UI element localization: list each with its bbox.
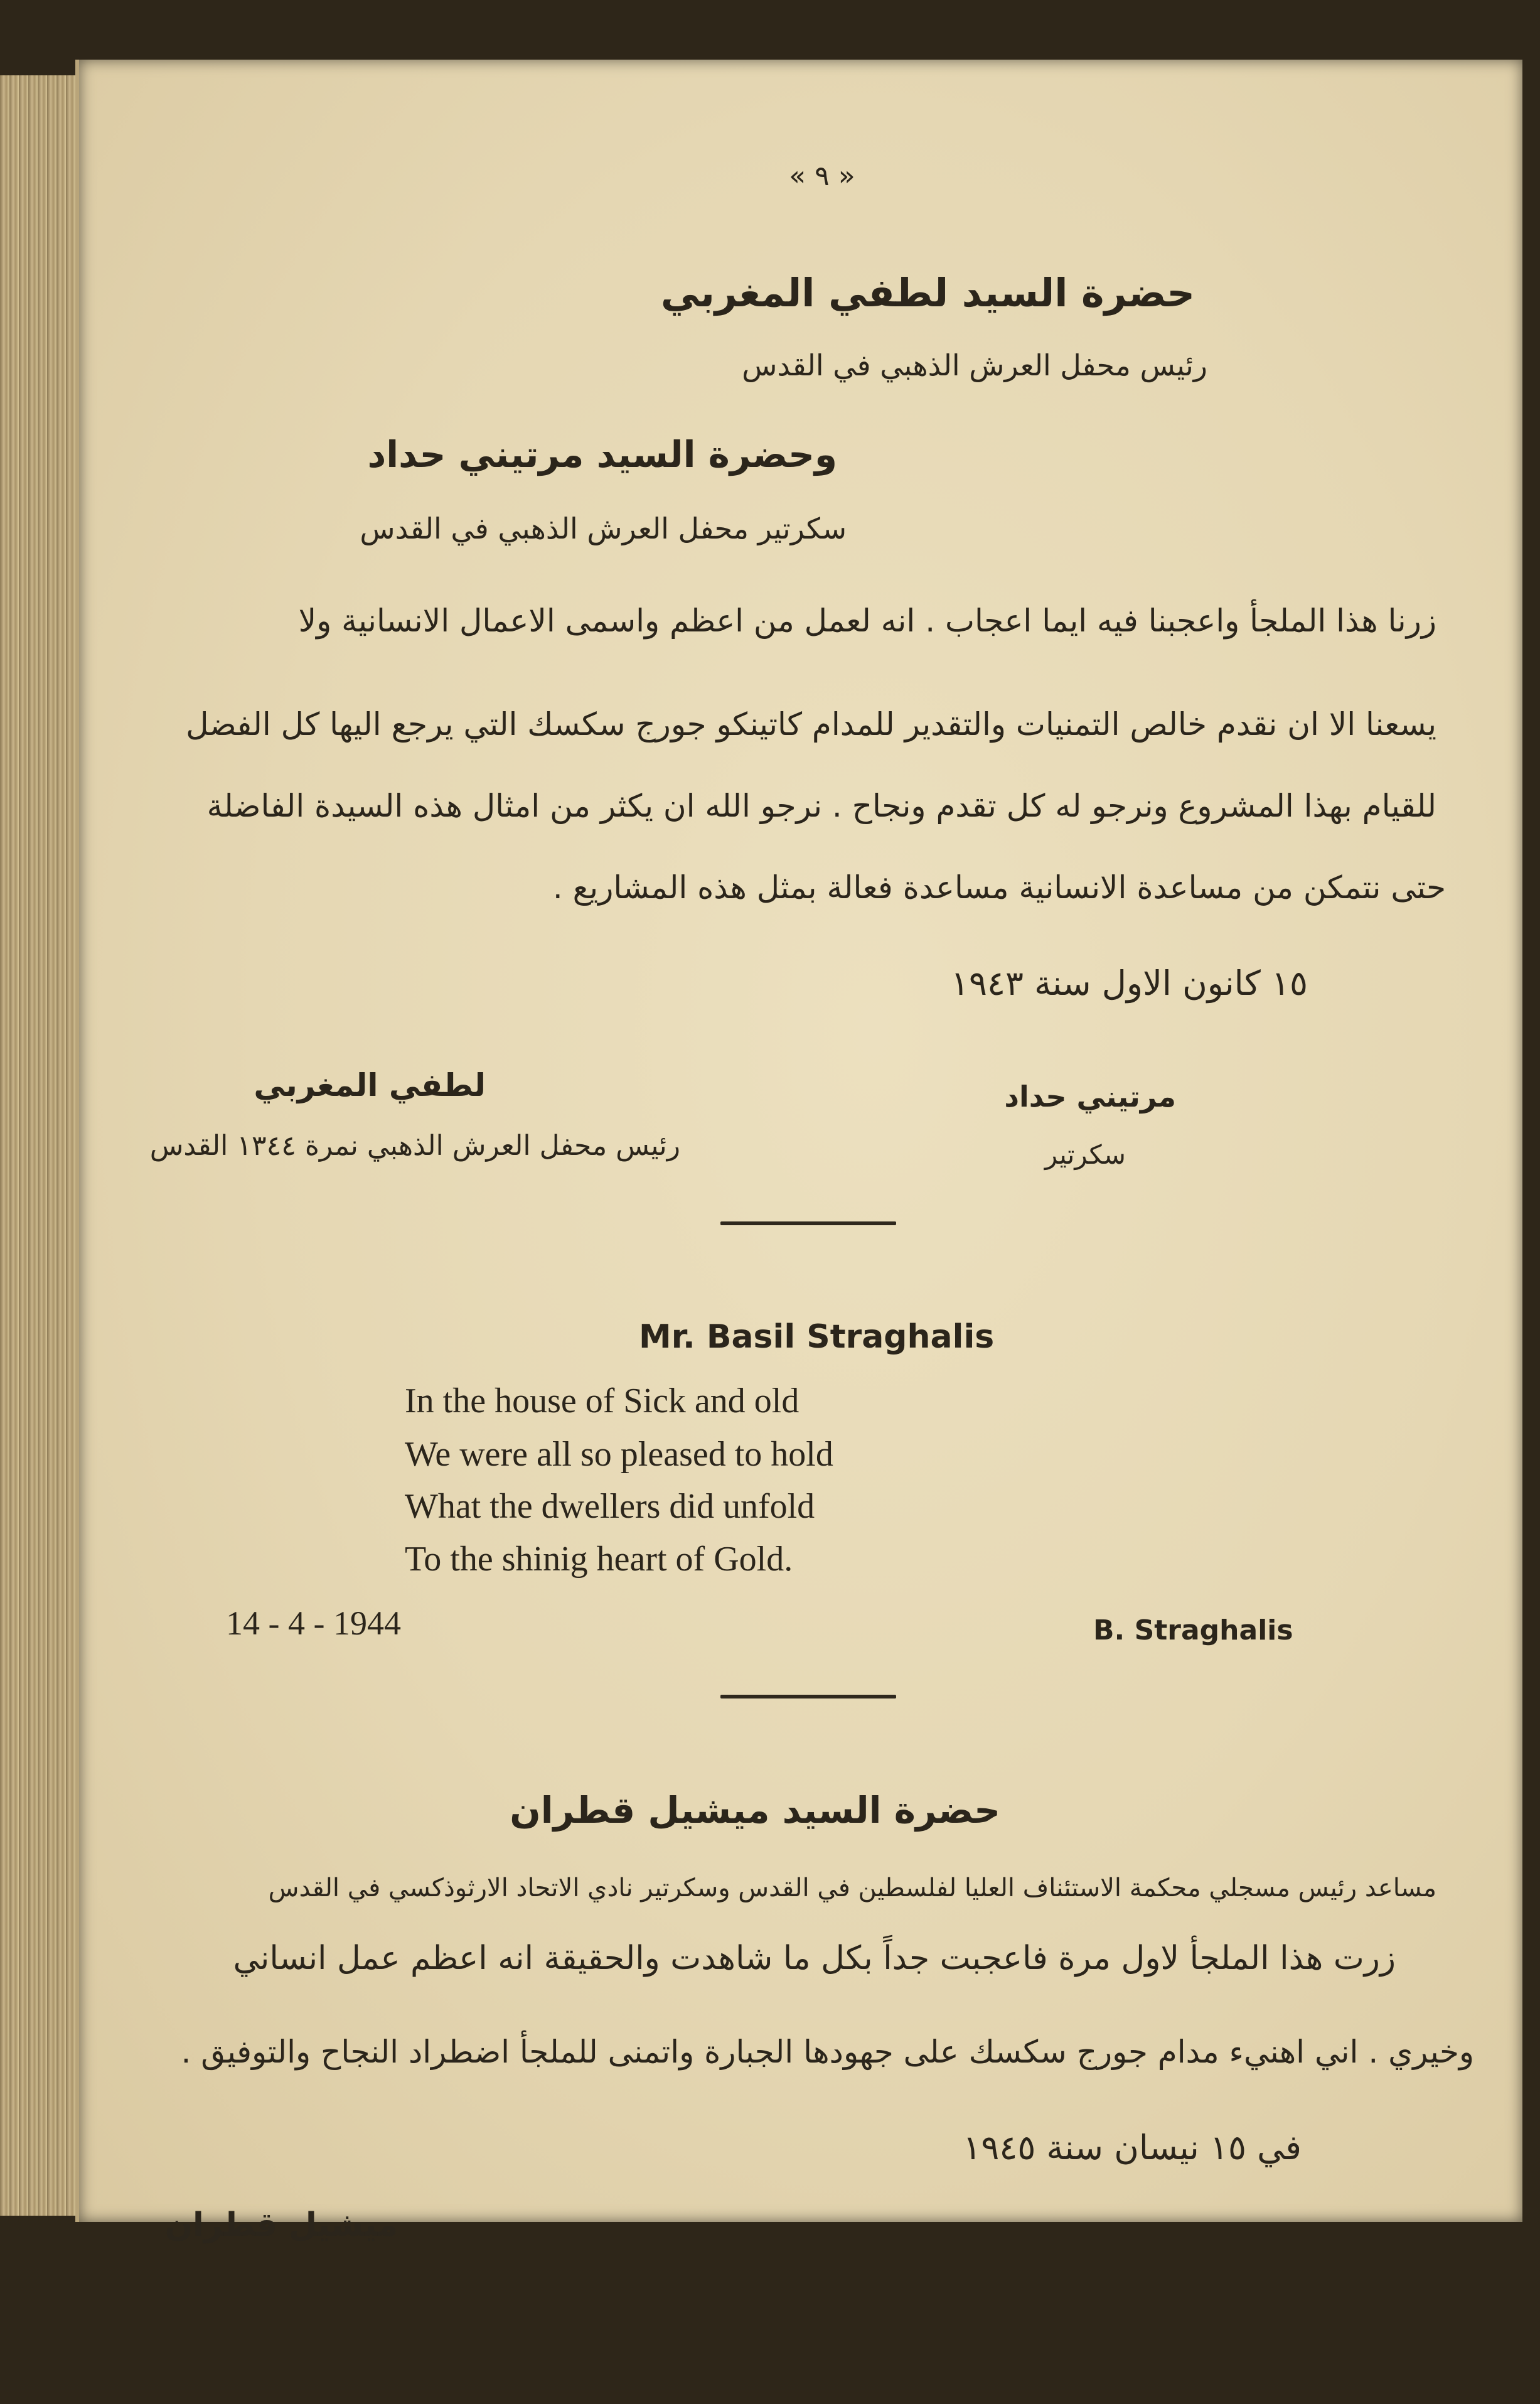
section1-title2: سكرتير محفل العرش الذهبي في القدس: [360, 512, 847, 545]
section3-date: في ١٥ نيسان سنة ١٩٤٥: [963, 2128, 1302, 2167]
poem-date: 14 - 4 - 1944: [226, 1604, 401, 1642]
divider-rule: [720, 1695, 896, 1698]
signature-left-name: لطفي المغربي: [254, 1067, 486, 1103]
signature-left-title: رئيس محفل العرش الذهبي نمرة ١٣٤٤ القدس: [149, 1130, 680, 1162]
poem-line: What the dwellers did unfold: [405, 1487, 815, 1526]
section1-name: حضرة السيد لطفي المغربي: [660, 270, 1195, 316]
section3-body-line: زرت هذا الملجأ لاول مرة فاعجبت جداً بكل ما شاهدت والحقيقة انه اعظم عمل انساني: [233, 1940, 1396, 1977]
section3-title: مساعد رئيس مسجلي محكمة الاستئناف العليا لفلسطين في القدس وسكرتير نادي الاتحاد الارثوذكسي في القدس: [268, 1874, 1436, 1902]
signature-right-name: مرتيني حداد: [1004, 1080, 1176, 1113]
page-number: « ٩ »: [789, 160, 855, 192]
divider-rule: [720, 1221, 896, 1225]
section1-body-line: للقيام بهذا المشروع ونرجو له كل تقدم ونجاح . نرجو الله ان يكثر من امثال هذه السيدة الفاضلة: [206, 788, 1436, 824]
signature-right-title: سكرتير: [1044, 1139, 1126, 1170]
section1-date: ١٥ كانون الاول سنة ١٩٤٣: [950, 963, 1308, 1003]
section1-title: رئيس محفل العرش الذهبي في القدس: [742, 348, 1207, 382]
section1-name2: وحضرة السيد مرتيني حداد: [367, 433, 837, 476]
section3-body-line: وخيري . اني اهنيء مدام جورج سكسك على جهودها الجبارة واتمنى للملجأ اضطراد النجاح والتوفيق .: [181, 2034, 1474, 2070]
section3-name: حضرة السيد ميشيل قطران: [510, 1789, 1000, 1832]
poem-line: To the shinig heart of Gold.: [405, 1540, 793, 1579]
section1-body-line: يسعنا الا ان نقدم خالص التمنيات والتقدير للمدام كاتينكو جورج سكسك التي يرجع اليها كل الفضل: [186, 706, 1436, 743]
section3-signature: ميشيل قطران: [164, 2206, 398, 2244]
poem-heading: Mr. Basil Straghalis: [639, 1318, 995, 1356]
section1-body-line: زرنا هذا الملجأ واعجبنا فيه ايما اعجاب . انه لعمل من اعظم واسمى الاعمال الانسانية ولا: [298, 603, 1436, 639]
section1-body-line: حتى نتمكن من مساعدة الانسانية مساعدة فعالة بمثل هذه المشاريع .: [552, 869, 1446, 906]
poem-line: In the house of Sick and old: [405, 1382, 799, 1420]
poem-line: We were all so pleased to hold: [405, 1435, 833, 1474]
poem-signature: B. Straghalis: [1093, 1614, 1293, 1646]
